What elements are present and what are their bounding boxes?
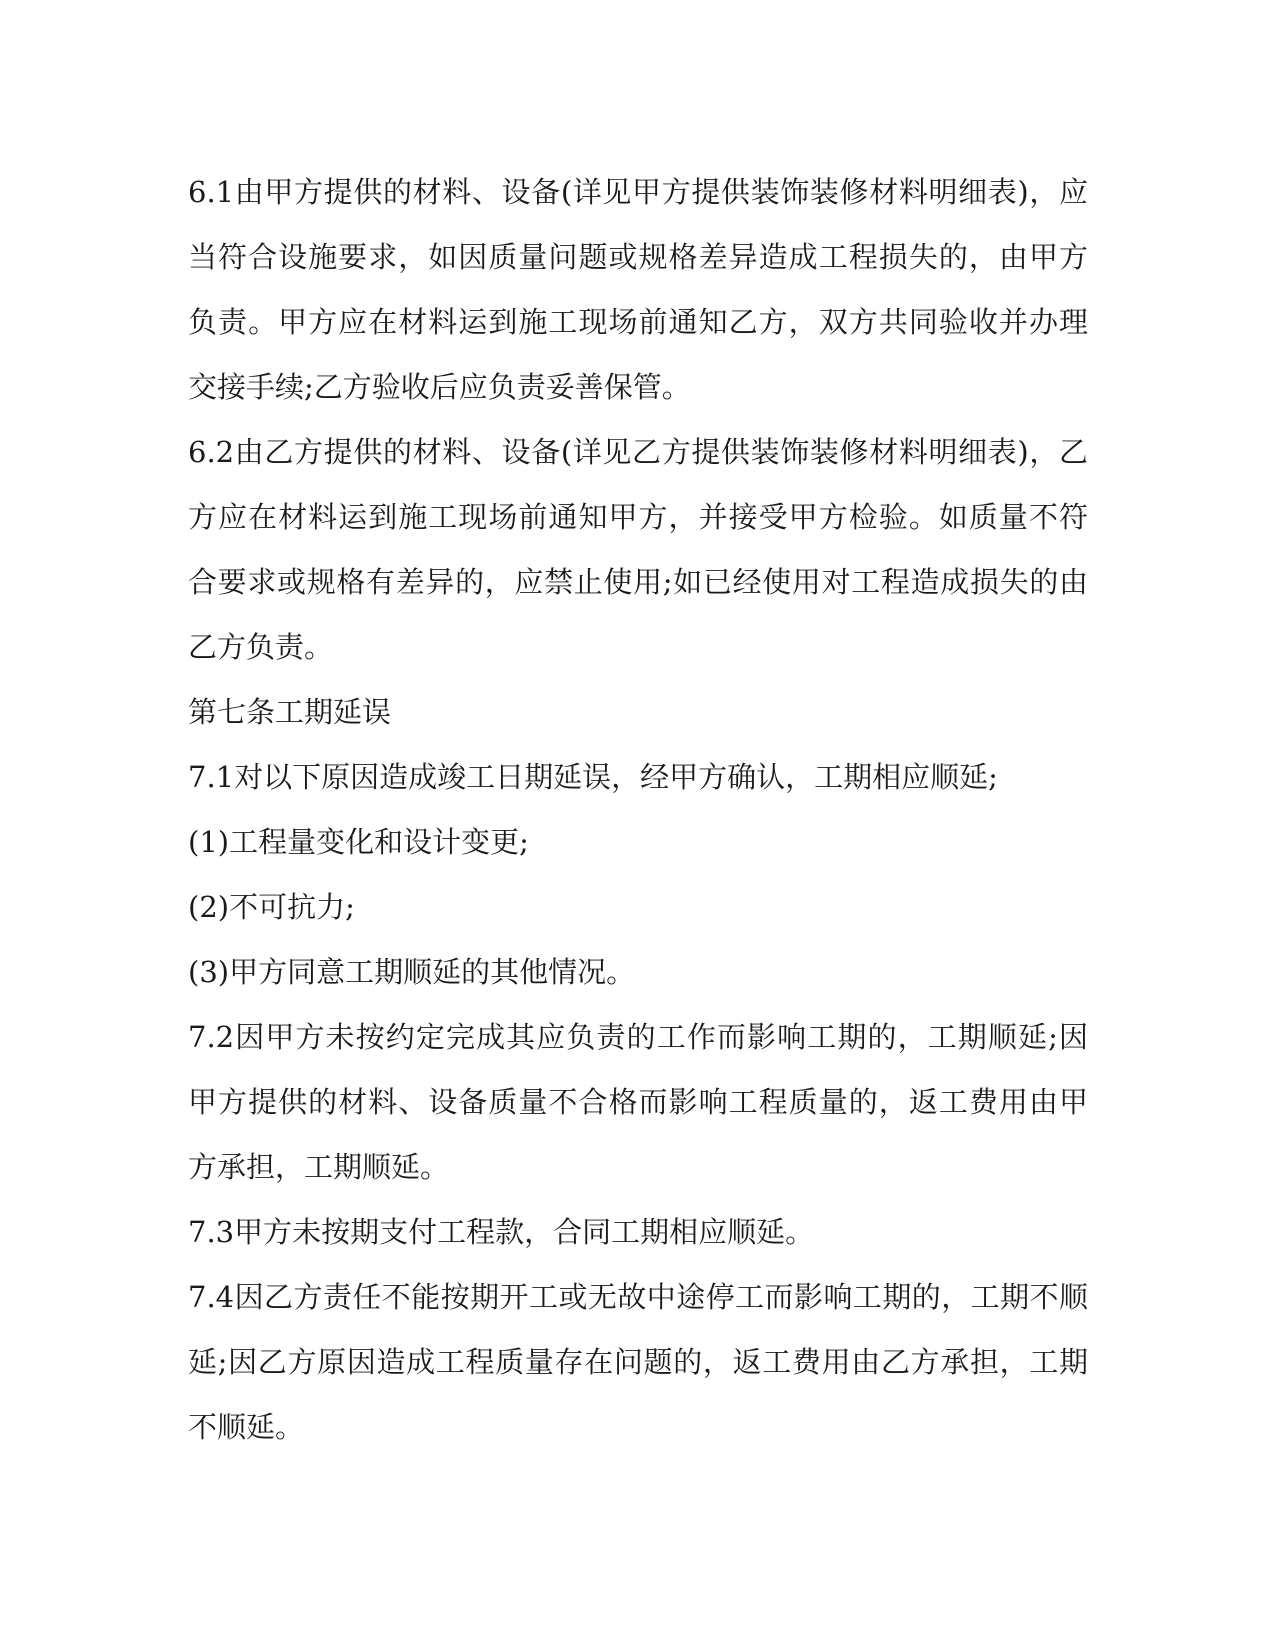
text-line: 7.3甲方未按期支付工程款，合同工期相应顺延。 (188, 1215, 815, 1249)
text-line: 当符合设施要求，如因质量问题或规格差异造成工程损失的，由甲方 (188, 240, 1088, 274)
text-line: 方应在材料运到施工现场前通知甲方，并接受甲方检验。如质量不符 (188, 500, 1088, 534)
list-item: (3)甲方同意工期顺延的其他情况。 (188, 955, 636, 989)
text-line: 负责。甲方应在材料运到施工现场前通知乙方，双方共同验收并办理 (188, 305, 1088, 339)
text-line: 交接手续;乙方验收后应负责妥善保管。 (188, 370, 691, 404)
text-line: 7.4因乙方责任不能按期开工或无故中途停工而影响工期的，工期不顺 (188, 1280, 1088, 1314)
text-line: 乙方负责。 (188, 630, 334, 664)
text-line: 合要求或规格有差异的，应禁止使用;如已经使用对工程造成损失的由 (188, 565, 1088, 599)
text-line: 延;因乙方原因造成工程质量存在问题的，返工费用由乙方承担，工期 (188, 1345, 1088, 1379)
list-item: (2)不可抗力; (188, 890, 355, 924)
text-line: 不顺延。 (188, 1410, 305, 1444)
list-item: (1)工程量变化和设计变更; (188, 825, 529, 859)
text-line: 6.2由乙方提供的材料、设备(详见乙方提供装饰装修材料明细表)，乙 (188, 435, 1088, 469)
text-line: 甲方提供的材料、设备质量不合格而影响工程质量的，返工费用由甲 (188, 1085, 1088, 1119)
section-heading: 第七条工期延误 (188, 695, 392, 729)
text-line: 6.1由甲方提供的材料、设备(详见甲方提供装饰装修材料明细表)，应 (188, 175, 1088, 209)
text-line: 7.1对以下原因造成竣工日期延误，经甲方确认，工期相应顺延; (188, 760, 998, 794)
text-line: 方承担，工期顺延。 (188, 1150, 450, 1184)
document-body (188, 160, 1088, 1460)
text-line: 7.2因甲方未按约定完成其应负责的工作而影响工期的，工期顺延;因 (188, 1020, 1088, 1054)
